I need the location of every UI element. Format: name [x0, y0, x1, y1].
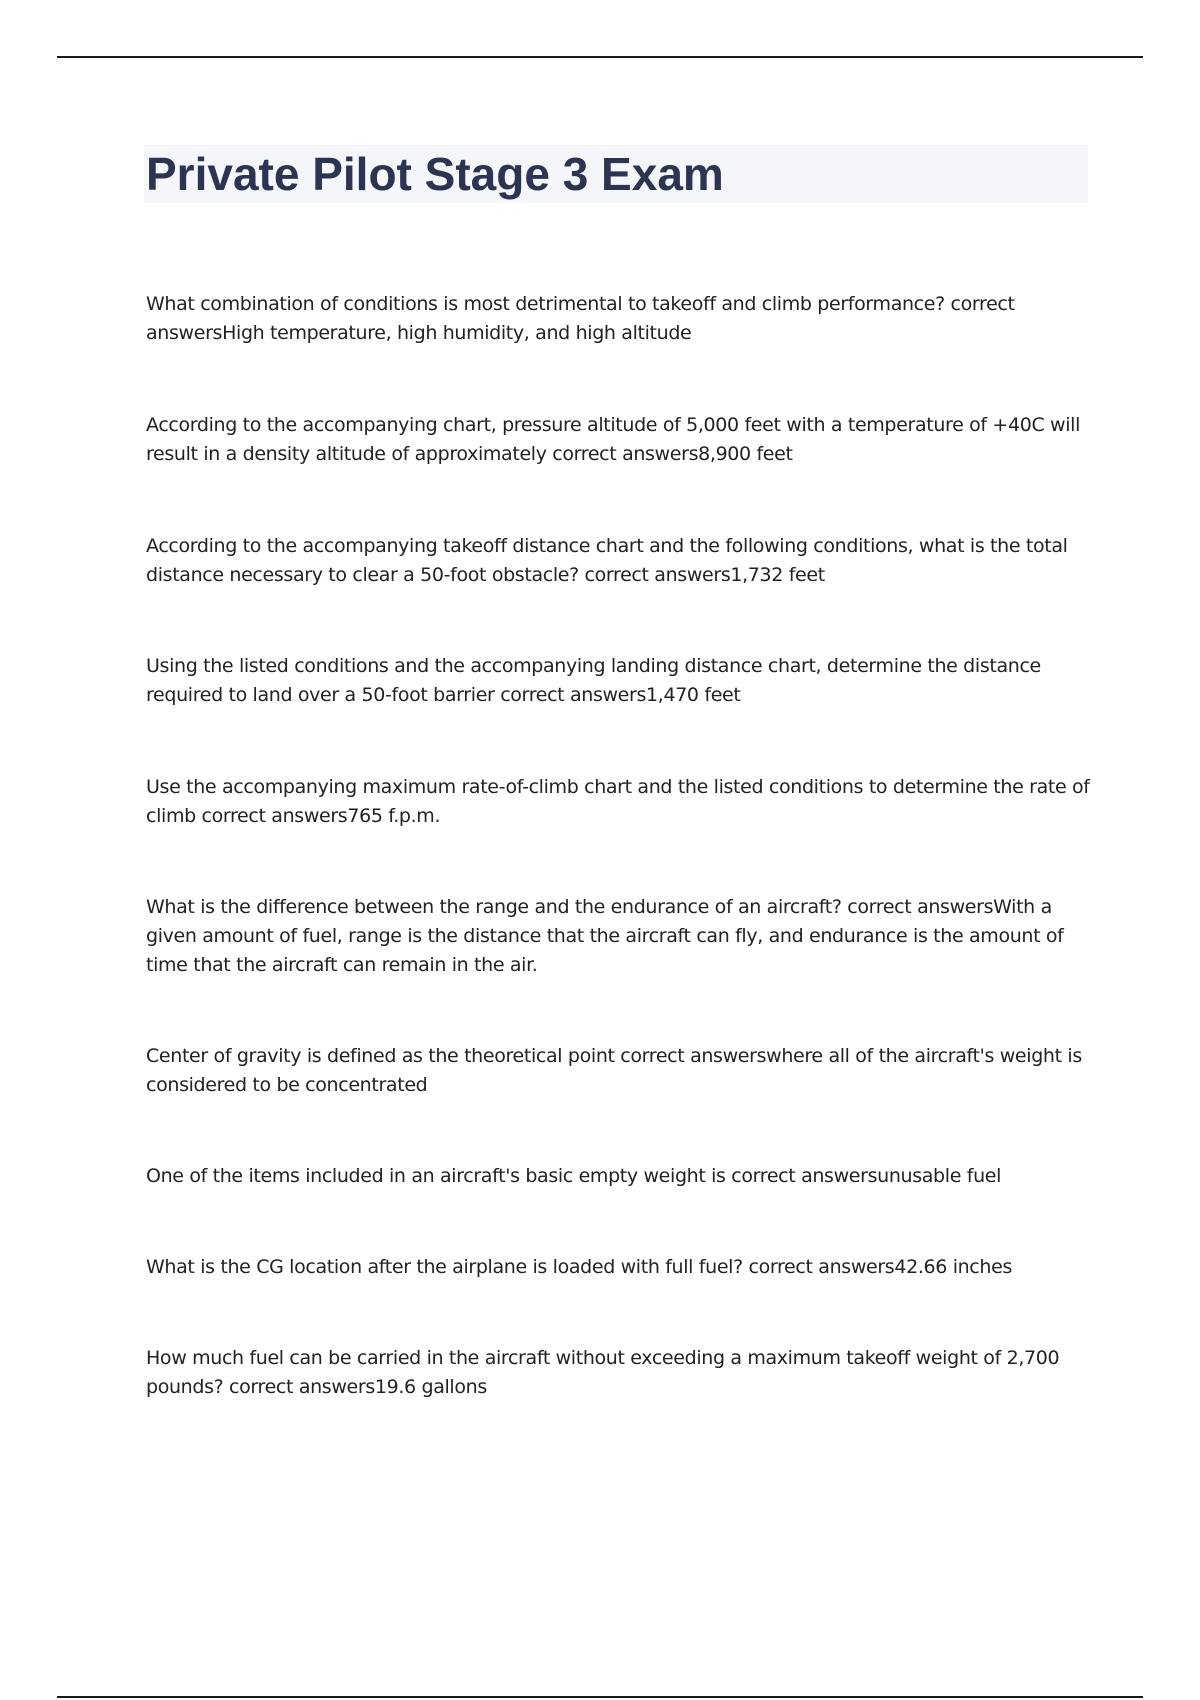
top-rule: [57, 56, 1143, 58]
page-title: Private Pilot Stage 3 Exam: [146, 148, 724, 200]
bottom-rule: [57, 1696, 1143, 1698]
question-item-1: What combination of conditions is most detrimental to takeoff and climb performance? correct answersHigh temperature, high humidity, and high altitude: [146, 293, 1015, 344]
question-item-10: How much fuel can be carried in the aircraft without exceeding a maximum takeoff weight of 2,700 pounds? correct answers19.6 gallons: [146, 1347, 1060, 1398]
question-item-7: Center of gravity is defined as the theoretical point correct answerswhere all of the aircraft's weight is considered to be concentrated: [146, 1045, 1082, 1096]
question-item-5: Use the accompanying maximum rate-of-climb chart and the listed conditions to determine the rate of climb correct answers765 f.p.m.: [146, 776, 1090, 827]
question-item-8: One of the items included in an aircraft's basic empty weight is correct answersunusable fuel: [146, 1165, 1002, 1187]
question-item-4: Using the listed conditions and the accompanying landing distance chart, determine the distance required to land over a 50-foot barrier correct answers1,470 feet: [146, 655, 1041, 706]
question-item-2: According to the accompanying chart, pressure altitude of 5,000 feet with a temperature of +40C will result in a density altitude of approximately correct answers8,900 feet: [146, 414, 1081, 465]
question-item-9: What is the CG location after the airplane is loaded with full fuel? correct answers42.66 inches: [146, 1256, 1012, 1278]
question-item-6: What is the difference between the range and the endurance of an aircraft? correct answersWith a given amount of fuel, range is the distance that the aircraft can fly, and endurance is the amount of time that the aircraft can remain in the air.: [146, 896, 1064, 976]
question-item-3: According to the accompanying takeoff distance chart and the following conditions, what is the total distance necessary to clear a 50-foot obstacle? correct answers1,732 feet: [146, 535, 1068, 586]
